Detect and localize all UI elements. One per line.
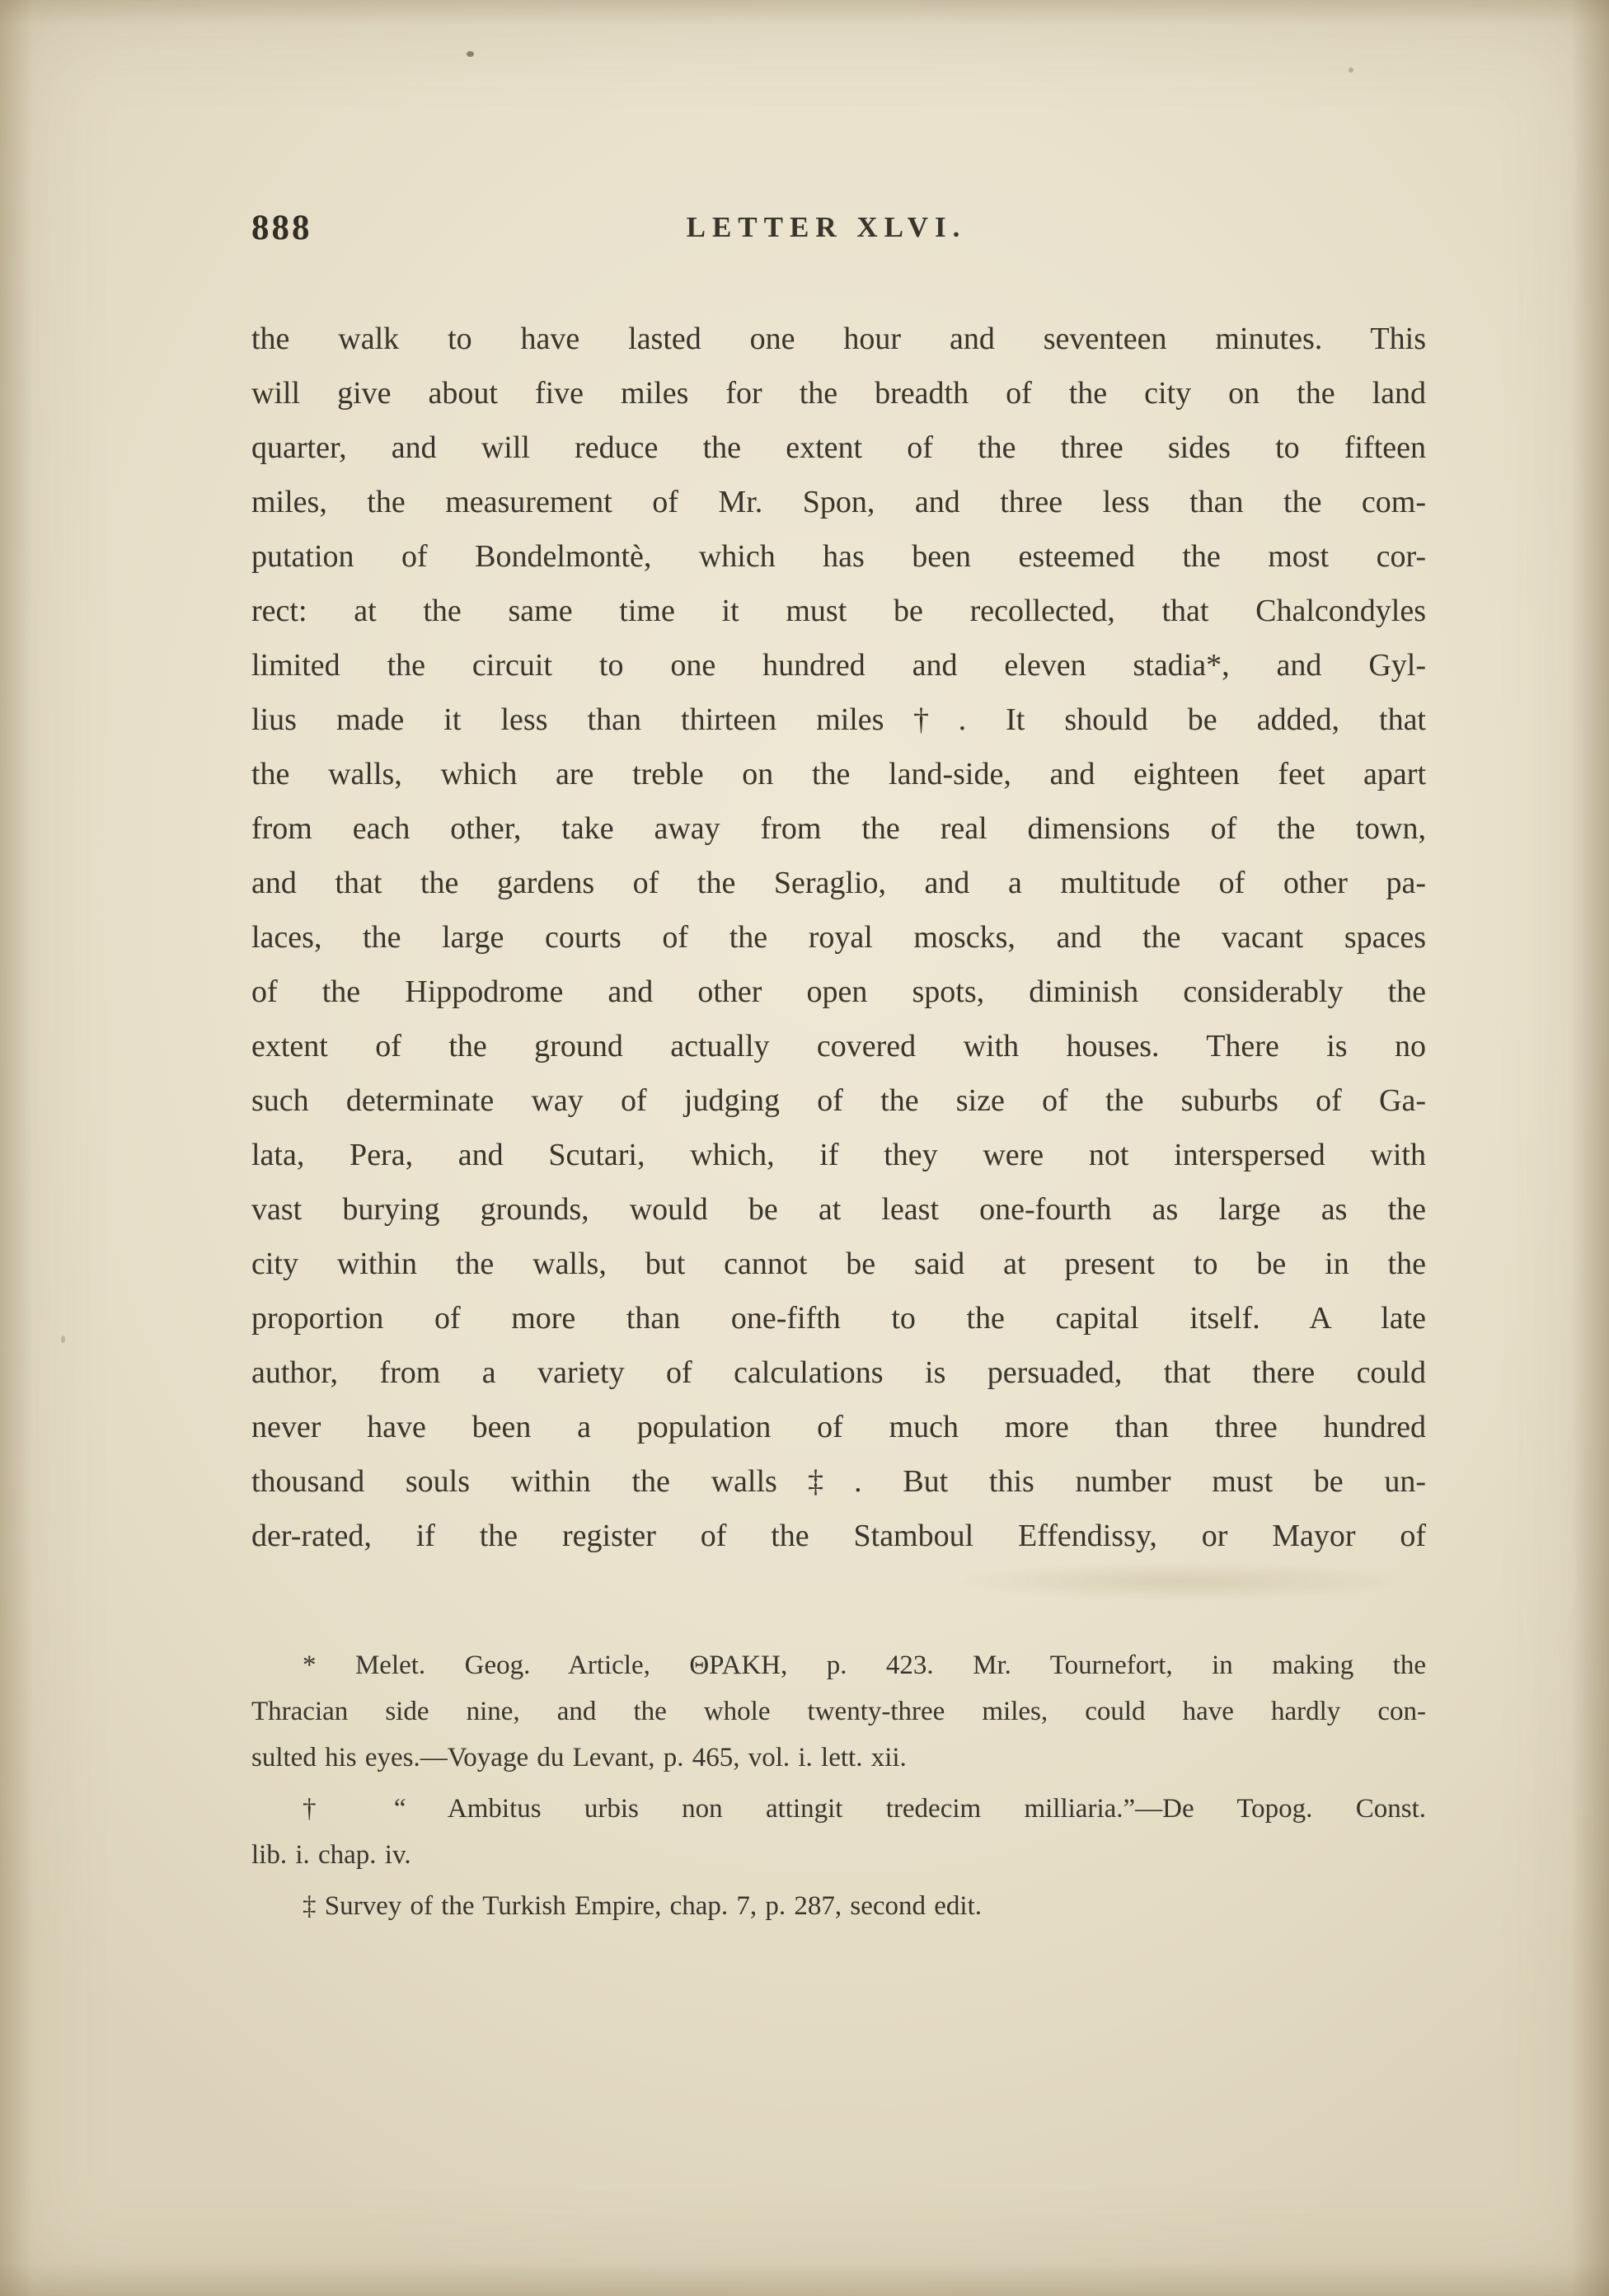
scan-edge-shadow-top: [0, 0, 1609, 25]
body-line: and that the gardens of the Seraglio, and a multitude of other pa-: [251, 866, 1426, 900]
paper-speck: [61, 1336, 65, 1343]
body-line: will give about five miles for the breadth of the city on the land: [251, 376, 1426, 411]
footnote-line: sulted his eyes.—Voyage du Levant, p. 465, vol. i. lett. xii.: [251, 1743, 907, 1772]
body-line: limited the circuit to one hundred and eleven stadia*, and Gyl-: [251, 648, 1426, 683]
body-line: der-rated, if the register of the Stamboul Effendissy, or Mayor of: [251, 1519, 1426, 1553]
footnote-asterisk: [251, 1642, 1426, 1781]
body-line: proportion of more than one-fifth to the capital itself. A late: [251, 1301, 1426, 1336]
body-line: from each other, take away from the real dimensions of the town,: [251, 811, 1426, 846]
body-line: the walls, which are treble on the land-side, and eighteen feet apart: [251, 757, 1426, 791]
body-line: putation of Bondelmontè, which has been esteemed the most cor-: [251, 539, 1426, 574]
body-line: extent of the ground actually covered with houses. There is no: [251, 1029, 1426, 1063]
body-line: the walk to have lasted one hour and seventeen minutes. This: [251, 322, 1426, 356]
body-line: city within the walls, but cannot be said at present to be in the: [251, 1247, 1426, 1281]
paper-speck: [467, 51, 474, 57]
scan-edge-shadow-left: [0, 0, 33, 2296]
page-content: [251, 208, 1426, 1929]
footnotes: [251, 1642, 1426, 1929]
footnote-line: † “ Ambitus urbis non attingit tredecim milliaria.”—De Topog. Const.: [303, 1794, 1426, 1824]
body-line: of the Hippodrome and other open spots, diminish considerably the: [251, 974, 1426, 1009]
paper-speck: [1349, 68, 1353, 73]
footnote-line: * Melet. Geog. Article, ΘΡΑΚΗ, p. 423. Mr. Tournefort, in making the: [303, 1650, 1426, 1680]
body-line: author, from a variety of calculations is persuaded, that there could: [251, 1355, 1426, 1390]
running-title: LETTER XLVI.: [686, 211, 967, 243]
footnote-dagger: [251, 1786, 1426, 1878]
body-line: never have been a population of much more than three hundred: [251, 1410, 1426, 1444]
page-header: [251, 208, 1426, 261]
body-line: vast burying grounds, would be at least one-fourth as large as the: [251, 1192, 1426, 1227]
body-line: rect: at the same time it must be recollected, that Chalcondyles: [251, 594, 1426, 628]
footnote-line: lib. i. chap. iv.: [251, 1840, 411, 1870]
footnote-line: Thracian side nine, and the whole twenty-three miles, could have hardly con-: [251, 1697, 1426, 1726]
scan-edge-shadow-bottom: [0, 2263, 1609, 2296]
footnote-line: ‡ Survey of the Turkish Empire, chap. 7, p. 287, second edit.: [303, 1891, 982, 1921]
footnote-double-dagger: [251, 1883, 1426, 1929]
body-line: lius made it less than thirteen miles†. It should be added, that: [251, 702, 1426, 737]
page-number: 888: [251, 209, 312, 247]
body-line: laces, the large courts of the royal moscks, and the vacant spaces: [251, 920, 1426, 955]
body-line: thousand souls within the walls‡. But this number must be un-: [251, 1464, 1426, 1499]
body-line: lata, Pera, and Scutari, which, if they were not interspersed with: [251, 1138, 1426, 1172]
body-line: miles, the measurement of Mr. Spon, and three less than the com-: [251, 485, 1426, 519]
body-text: [251, 312, 1426, 1563]
body-line: such determinate way of judging of the size of the suburbs of Ga-: [251, 1083, 1426, 1118]
body-line: quarter, and will reduce the extent of the three sides to fifteen: [251, 430, 1426, 465]
scan-edge-shadow-right: [1571, 0, 1609, 2296]
